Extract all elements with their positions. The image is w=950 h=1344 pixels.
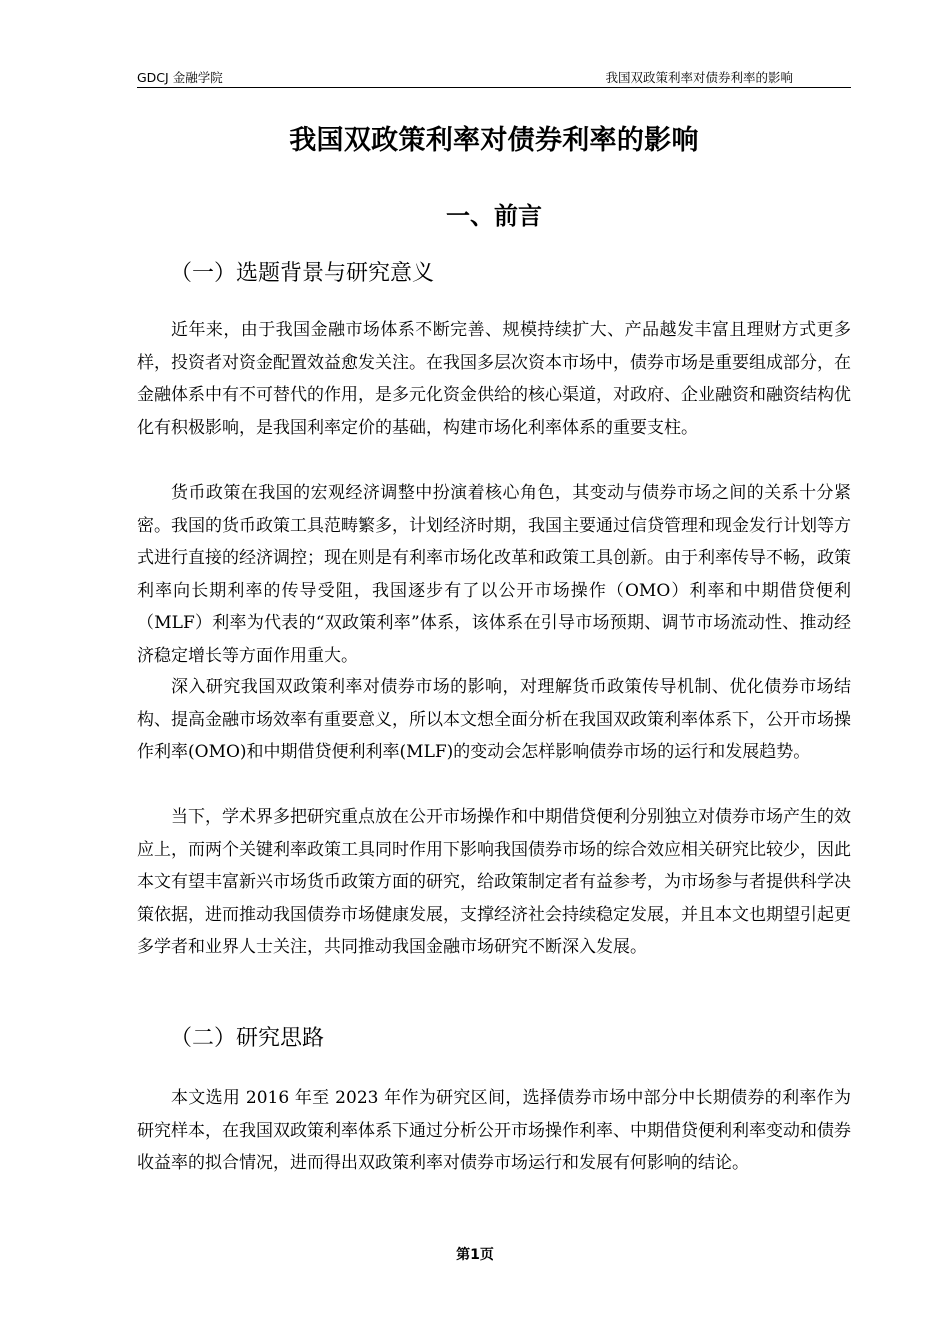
paragraph-approach-1: 本文选用 2016 年至 2023 年作为研究区间，选择债券市场中部分中长期债券的利率作为研究样本，在我国双政策利率体系下通过分析公开市场操作利率、中期借贷便利利率变动和债券收益率的拟合情况，进而得出双政策利率对债券市场运行和发展有何影响的结论。 bbox=[137, 1088, 851, 1173]
header-institution: GDCJ 金融学院 bbox=[137, 70, 223, 85]
page-header bbox=[137, 67, 851, 88]
page-number: 第1页 bbox=[456, 1247, 494, 1263]
paragraph-background-3: 深入研究我国双政策利率对债券市场的影响，对理解货币政策传导机制、优化债券市场结构、提高金融市场效率有重要意义，所以本文想全面分析在我国双政策利率体系下，公开市场操作利率(OMO)和中期借贷便利利率(MLF)的变动会怎样影响债券市场的运行和发展趋势。 bbox=[137, 677, 851, 762]
paragraph-background-4: 当下，学术界多把研究重点放在公开市场操作和中期借贷便利分别独立对债券市场产生的效应上，而两个关键利率政策工具同时作用下影响我国债券市场的综合效应相关研究比较少，因此本文有望丰富新兴市场货币政策方面的研究，给政策制定者有益参考，为市场参与者提供科学决策依据，进而推动我国债券市场健康发展，支撑经济社会持续稳定发展，并且本文也期望引起更多学者和业界人士关注，共同推动我国金融市场研究不断深入发展。 bbox=[137, 807, 851, 957]
paper-title: 我国双政策利率对债券利率的影响 bbox=[289, 125, 699, 156]
section-heading-introduction: 一、前言 bbox=[446, 202, 542, 230]
header-running-title: 我国双政策利率对债券利率的影响 bbox=[605, 70, 793, 85]
subsection-heading-approach: （二）研究思路 bbox=[170, 1026, 325, 1051]
paragraph-background-1: 近年来，由于我国金融市场体系不断完善、规模持续扩大、产品越发丰富且理财方式更多样，投资者对资金配置效益愈发关注。在我国多层次资本市场中，债券市场是重要组成部分，在金融体系中有不可替代的作用，是多元化资金供给的核心渠道，对政府、企业融资和融资结构优化有积极影响，是我国利率定价的基础，构建市场化利率体系的重要支柱。 bbox=[137, 320, 851, 438]
subsection-heading-background: （一）选题背景与研究意义 bbox=[170, 261, 435, 286]
paragraph-background-2: 货币政策在我国的宏观经济调整中扮演着核心角色，其变动与债券市场之间的关系十分紧密。我国的货币政策工具范畴繁多，计划经济时期，我国主要通过信贷管理和现金发行计划等方式进行直接的经济调控；现在则是有利率市场化改革和政策工具创新。由于利率传导不畅，政策利率向长期利率的传导受阻，我国逐步有了以公开市场操作（OMO）利率和中期借贷便利（MLF）利率为代表的“双政策利率”体系，该体系在引导市场预期、调节市场流动性、推动经济稳定增长等方面作用重大。 bbox=[137, 483, 851, 666]
